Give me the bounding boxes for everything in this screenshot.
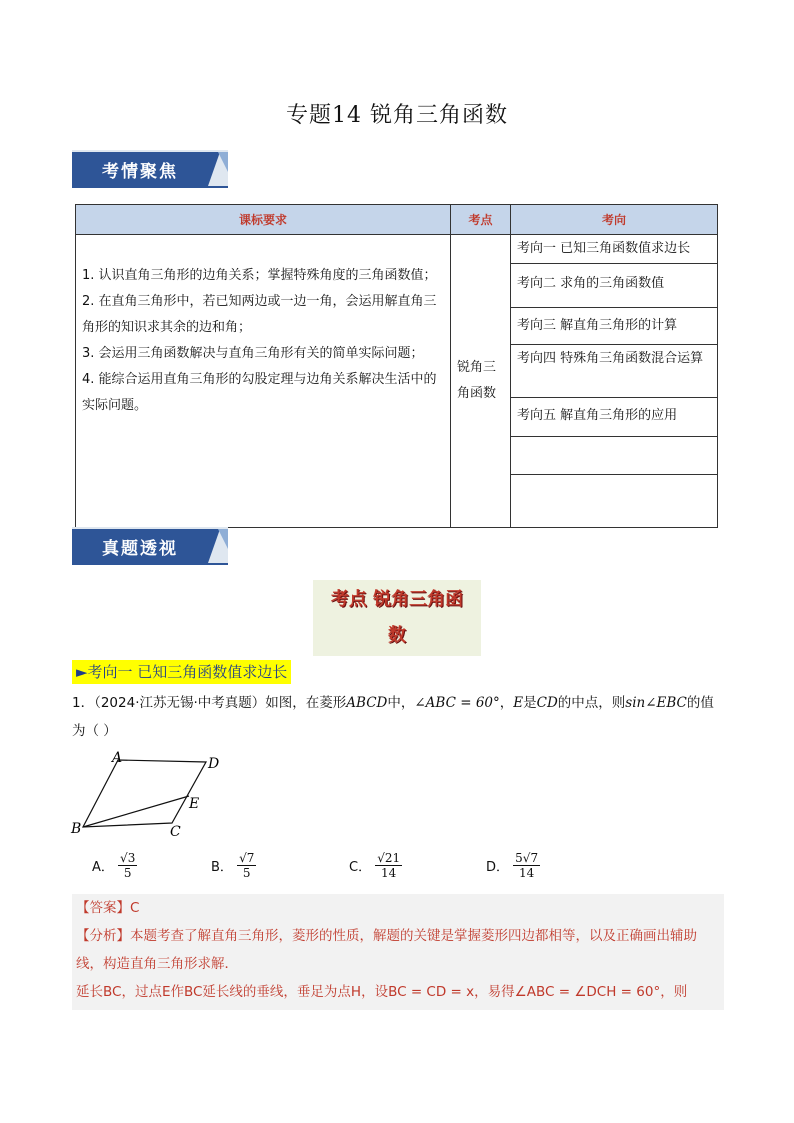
option-c[interactable]	[349, 851, 402, 880]
rhombus-outline	[83, 760, 206, 827]
segment-be	[83, 796, 189, 827]
numerator: √3	[120, 851, 136, 865]
question-text: 如图，在菱形	[265, 695, 347, 711]
label-b: B	[71, 821, 82, 837]
denominator: 5	[242, 866, 251, 880]
question-number: 1．	[72, 695, 95, 711]
table-body-row	[76, 235, 718, 528]
analysis-line: 线，构造直角三角形求解．	[76, 956, 238, 972]
direction-item: 考向一 已知三角函数值求边长	[511, 235, 717, 264]
fraction	[237, 851, 256, 880]
option-d[interactable]	[486, 851, 540, 880]
option-label: A．	[92, 860, 114, 875]
direction-item: 考向二 求角的三角函数值	[511, 264, 717, 308]
label-c: C	[170, 824, 181, 840]
fraction	[375, 851, 402, 880]
analysis-line: 【分析】本题考查了解直角三角形，菱形的性质，解题的关键是掌握菱形四边都相等，以及正确画出辅助	[76, 928, 697, 944]
option-a[interactable]	[92, 851, 137, 880]
math-rhombus: ABCD	[346, 695, 388, 711]
direction-item: 考向五 解直角三角形的应用	[511, 398, 717, 437]
question-text: 是	[523, 695, 537, 711]
section-title: 真题透视	[102, 539, 178, 559]
direction-item: 考向四 特殊角三角函数混合运算	[511, 345, 717, 398]
label-d: D	[208, 756, 220, 772]
question-text: ，	[499, 695, 514, 711]
topic-line: 数	[388, 625, 406, 646]
curriculum-table	[75, 204, 718, 528]
numerator: √21	[377, 851, 401, 865]
option-b[interactable]	[211, 851, 256, 880]
section-title: 考情聚焦	[102, 162, 178, 182]
direction-item: 考向三 解直角三角形的计算	[511, 308, 717, 345]
header-requirements: 课标要求	[76, 205, 451, 235]
answer-box	[72, 894, 724, 1010]
solution-line: 延长BC，过点E作BC延长线的垂线，垂足为点H，设BC = CD = x，易得∠ABC = ∠DCH = 60°，则	[76, 984, 688, 1000]
table-header-row	[76, 205, 718, 235]
question-text: 的值	[686, 695, 714, 711]
option-label: C．	[349, 860, 372, 875]
requirement-item: 2. 在直角三角形中，若已知两边或一边一角，会运用解直角三角形的知识求其余的边和角；	[82, 294, 437, 335]
header-directions: 考向	[511, 205, 718, 235]
label-e: E	[189, 796, 200, 812]
denominator: 14	[381, 866, 397, 880]
topic-box	[313, 580, 481, 656]
fraction	[118, 851, 137, 880]
question-line2: 为（ ）	[72, 723, 117, 739]
question-stem	[72, 689, 732, 717]
question-text: 中，	[387, 695, 415, 711]
directions-cell	[511, 235, 718, 528]
denominator: 14	[518, 866, 535, 880]
direction-item	[511, 437, 717, 475]
label-a: A	[112, 750, 123, 766]
topic-line: 考点 锐角三角函	[330, 589, 464, 610]
numerator: √7	[239, 851, 255, 865]
requirement-item: 1. 认识直角三角形的边角关系；掌握特殊角度的三角函数值；	[82, 268, 437, 283]
section-banner-zhenti	[72, 527, 228, 565]
fraction	[513, 851, 540, 880]
requirements-cell	[76, 235, 451, 528]
direction-item	[511, 475, 717, 499]
page-title: 专题14 锐角三角函数	[286, 103, 508, 128]
point-cell: 锐角三角函数	[451, 235, 511, 528]
option-label: B．	[211, 860, 233, 875]
math-angle: ∠ABC = 60°	[414, 695, 500, 711]
math-point: E	[513, 695, 524, 711]
requirement-item: 4. 能综合运用直角三角形的勾股定理与边角关系解决生活中的实际问题。	[82, 372, 437, 413]
math-segment: CD	[536, 695, 558, 711]
question-text: 的中点，则	[557, 695, 626, 711]
answer-line: 【答案】C	[76, 900, 140, 916]
question-source: （2024·江苏无锡·中考真题）	[94, 695, 266, 711]
denominator: 5	[123, 866, 132, 880]
math-sin: sin∠EBC	[625, 695, 687, 711]
requirement-item: 3. 会运用三角函数解决与直角三角形有关的简单实际问题；	[82, 346, 424, 361]
numerator: 5√7	[515, 851, 539, 865]
rhombus-figure	[68, 748, 238, 840]
option-label: D．	[486, 860, 510, 875]
section-banner-kaoqing	[72, 150, 228, 188]
header-point: 考点	[451, 205, 511, 235]
direction-heading: ►考向一 已知三角函数值求边长	[72, 660, 291, 684]
